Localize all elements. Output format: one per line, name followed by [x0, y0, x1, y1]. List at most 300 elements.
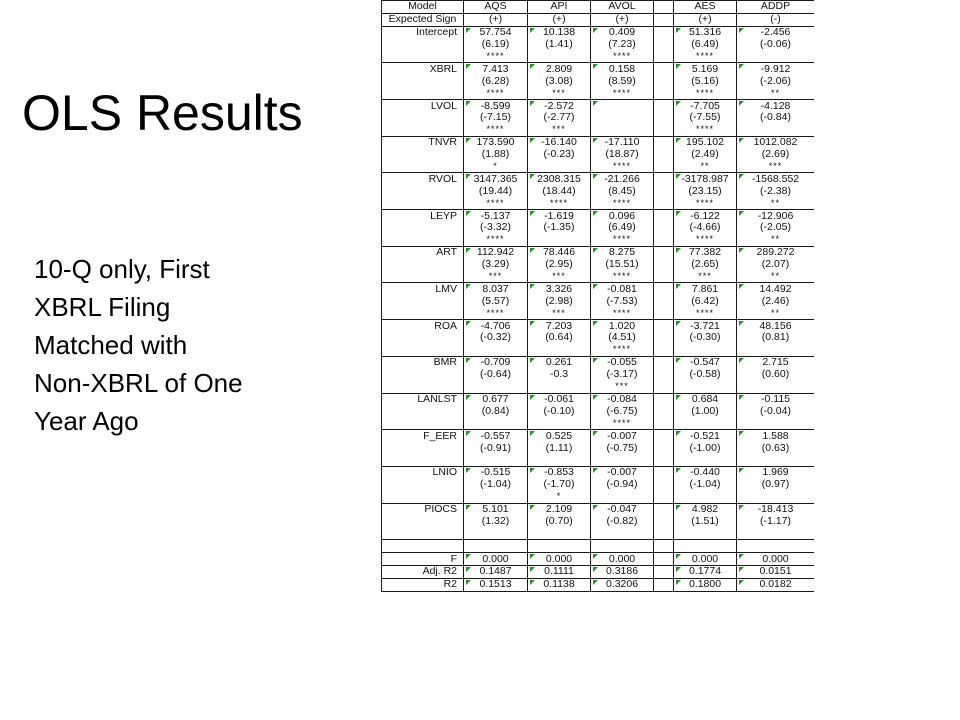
row-label: LVOL — [382, 100, 464, 112]
tstat-cell: (-1.70) — [528, 479, 591, 491]
significance-row — [382, 87, 815, 99]
row-label — [382, 527, 464, 539]
coef-row — [382, 466, 815, 478]
row-label — [382, 479, 464, 491]
tstat-cell: (2.46) — [737, 295, 815, 307]
sign-cell: (+) — [528, 13, 591, 26]
coef-cell: -0.557 — [464, 430, 528, 442]
tstat-row — [382, 442, 815, 454]
gap-cell — [654, 565, 674, 578]
gap-cell — [654, 503, 674, 515]
tstat-cell: (8.59) — [591, 75, 654, 87]
significance-cell: **** — [464, 307, 528, 319]
row-label — [382, 222, 464, 234]
tstat-cell: (23.15) — [674, 185, 737, 197]
coef-cell: -0.709 — [464, 356, 528, 368]
tstat-cell: (6.42) — [674, 295, 737, 307]
coef-cell: 195.102 — [674, 136, 737, 148]
tstat-cell: (-1.35) — [528, 222, 591, 234]
significance-cell: **** — [674, 51, 737, 63]
stat-cell: 0.1800 — [674, 578, 737, 591]
sign-gap-cell — [654, 13, 674, 26]
significance-cell — [528, 344, 591, 356]
significance-cell — [528, 234, 591, 246]
gap-cell — [654, 124, 674, 136]
tstat-cell: (-1.04) — [674, 479, 737, 491]
gap-cell — [654, 405, 674, 417]
stat-row — [382, 578, 815, 591]
gap-cell — [654, 87, 674, 99]
coef-cell: -0.515 — [464, 466, 528, 478]
significance-cell: **** — [591, 234, 654, 246]
tstat-cell: (-0.64) — [464, 369, 528, 381]
gap-cell — [654, 259, 674, 271]
significance-row — [382, 197, 815, 209]
gap-cell — [654, 344, 674, 356]
gap-cell — [654, 454, 674, 466]
tstat-row — [382, 75, 815, 87]
tstat-cell: (6.28) — [464, 75, 528, 87]
coef-cell: -0.081 — [591, 283, 654, 295]
significance-row — [382, 527, 815, 539]
row-label — [382, 295, 464, 307]
significance-row — [382, 234, 815, 246]
stat-cell: 0.1513 — [464, 578, 528, 591]
coef-cell: -17.110 — [591, 136, 654, 148]
gap-cell — [654, 515, 674, 527]
row-label — [382, 39, 464, 51]
tstat-cell: (19.44) — [464, 185, 528, 197]
tstat-cell: (-0.75) — [591, 442, 654, 454]
significance-cell — [591, 527, 654, 539]
coef-cell: -0.853 — [528, 466, 591, 478]
tstat-cell: (-0.04) — [737, 405, 815, 417]
coef-cell: -0.084 — [591, 393, 654, 405]
significance-cell: **** — [464, 124, 528, 136]
coef-cell: 2.715 — [737, 356, 815, 368]
row-label — [382, 417, 464, 429]
tstat-cell: (0.64) — [528, 332, 591, 344]
tstat-cell: (-2.06) — [737, 75, 815, 87]
tstat-cell: (0.60) — [737, 369, 815, 381]
sign-cell: Expected Sign — [382, 13, 464, 26]
stat-cell: 0.1111 — [528, 565, 591, 578]
coef-cell: 1.588 — [737, 430, 815, 442]
significance-row — [382, 381, 815, 393]
subtitle-line: XBRL Filing — [34, 292, 171, 322]
coef-cell: 57.754 — [464, 26, 528, 38]
significance-cell: **** — [464, 234, 528, 246]
gap-cell — [654, 381, 674, 393]
row-label: Adj. R2 — [382, 565, 464, 578]
sign-cell: (+) — [464, 13, 528, 26]
significance-cell: **** — [528, 197, 591, 209]
significance-row — [382, 161, 815, 173]
significance-cell: **** — [591, 197, 654, 209]
sign-cell: (+) — [674, 13, 737, 26]
row-label — [382, 405, 464, 417]
tstat-cell: (15.51) — [591, 259, 654, 271]
significance-cell — [737, 454, 815, 466]
gap-cell — [654, 295, 674, 307]
significance-cell — [674, 381, 737, 393]
coef-cell: 48.156 — [737, 320, 815, 332]
subtitle-line: Non-XBRL of One — [34, 368, 243, 398]
significance-cell: **** — [464, 197, 528, 209]
significance-cell: *** — [464, 271, 528, 283]
row-label — [382, 307, 464, 319]
tstat-cell: (2.65) — [674, 259, 737, 271]
significance-cell: *** — [528, 124, 591, 136]
significance-cell: **** — [591, 307, 654, 319]
row-label — [382, 442, 464, 454]
coef-cell: 7.413 — [464, 63, 528, 75]
gap-cell — [654, 136, 674, 148]
tstat-cell: (-7.55) — [674, 112, 737, 124]
significance-cell — [528, 381, 591, 393]
coef-cell: 14.492 — [737, 283, 815, 295]
tstat-cell: (2.69) — [737, 149, 815, 161]
significance-cell: **** — [674, 307, 737, 319]
coef-cell: -18.413 — [737, 503, 815, 515]
tstat-cell: (1.32) — [464, 515, 528, 527]
stat-cell: 0.3206 — [591, 578, 654, 591]
header-gap-cell — [654, 1, 674, 14]
coef-row — [382, 430, 815, 442]
subtitle-line: 10-Q only, First — [34, 254, 210, 284]
tstat-cell: (6.49) — [591, 222, 654, 234]
significance-cell: ** — [737, 87, 815, 99]
coef-row — [382, 283, 815, 295]
gap-cell — [654, 234, 674, 246]
expected-sign-row — [382, 13, 815, 26]
significance-cell: **** — [674, 234, 737, 246]
ols-results-table — [381, 0, 814, 592]
tstat-cell: (-0.91) — [464, 442, 528, 454]
row-label — [382, 515, 464, 527]
coef-cell: -3178.987 — [674, 173, 737, 185]
coef-cell: -0.547 — [674, 356, 737, 368]
coef-cell: 10.138 — [528, 26, 591, 38]
header-cell: API — [528, 1, 591, 14]
significance-cell — [737, 491, 815, 503]
tstat-cell: (-0.30) — [674, 332, 737, 344]
tstat-cell: (0.97) — [737, 479, 815, 491]
tstat-cell: (6.49) — [674, 39, 737, 51]
coef-row — [382, 393, 815, 405]
stat-cell: 0.1487 — [464, 565, 528, 578]
header-cell: Model — [382, 1, 464, 14]
significance-cell: **** — [464, 87, 528, 99]
coef-cell: 1012.082 — [737, 136, 815, 148]
tstat-cell: (6.19) — [464, 39, 528, 51]
significance-cell — [528, 454, 591, 466]
tstat-cell: (-0.10) — [528, 405, 591, 417]
row-label: TNVR — [382, 136, 464, 148]
tstat-cell: (2.98) — [528, 295, 591, 307]
significance-cell: * — [464, 161, 528, 173]
gap-cell — [654, 283, 674, 295]
coef-cell: -2.456 — [737, 26, 815, 38]
significance-cell: **** — [674, 87, 737, 99]
significance-cell — [737, 527, 815, 539]
coef-cell: 173.590 — [464, 136, 528, 148]
gap-cell — [654, 112, 674, 124]
coef-row — [382, 503, 815, 515]
gap-cell — [654, 100, 674, 112]
gap-cell — [654, 271, 674, 283]
significance-cell — [528, 527, 591, 539]
significance-cell: *** — [528, 87, 591, 99]
tstat-cell: (-0.82) — [591, 515, 654, 527]
row-label — [382, 381, 464, 393]
coef-cell: -6.122 — [674, 210, 737, 222]
tstat-cell: (-0.84) — [737, 112, 815, 124]
coef-cell: -2.572 — [528, 100, 591, 112]
gap-cell — [654, 393, 674, 405]
significance-cell: ** — [674, 161, 737, 173]
coef-cell: -0.055 — [591, 356, 654, 368]
row-label: ART — [382, 246, 464, 258]
tstat-cell: (3.08) — [528, 75, 591, 87]
coef-cell: -8.599 — [464, 100, 528, 112]
significance-cell — [464, 381, 528, 393]
tstat-cell — [591, 112, 654, 124]
row-label — [382, 454, 464, 466]
significance-row — [382, 124, 815, 136]
row-label: R2 — [382, 578, 464, 591]
significance-cell: *** — [737, 161, 815, 173]
gap-cell — [654, 332, 674, 344]
tstat-cell: (-2.38) — [737, 185, 815, 197]
gap-cell — [654, 479, 674, 491]
row-label — [382, 332, 464, 344]
gap-cell — [654, 222, 674, 234]
tstat-row — [382, 149, 815, 161]
row-label: F_EER — [382, 430, 464, 442]
row-label: LANLST — [382, 393, 464, 405]
significance-cell: * — [528, 491, 591, 503]
significance-cell — [737, 417, 815, 429]
coef-row — [382, 320, 815, 332]
coef-cell: 7.861 — [674, 283, 737, 295]
sign-cell: (+) — [591, 13, 654, 26]
significance-row — [382, 51, 815, 63]
coef-cell: -0.115 — [737, 393, 815, 405]
row-label — [382, 161, 464, 173]
significance-cell: **** — [591, 344, 654, 356]
ols-results-table-container — [381, 0, 814, 720]
tstat-cell: (-0.23) — [528, 149, 591, 161]
coef-cell: 2308.315 — [528, 173, 591, 185]
stat-row — [382, 553, 815, 566]
coef-row — [382, 26, 815, 38]
tstat-cell: -0.3 — [528, 369, 591, 381]
row-label — [382, 51, 464, 63]
tstat-cell: (-3.17) — [591, 369, 654, 381]
tstat-cell: (3.29) — [464, 259, 528, 271]
row-label — [382, 271, 464, 283]
row-label — [382, 87, 464, 99]
significance-cell — [528, 51, 591, 63]
stat-cell: 0.1138 — [528, 578, 591, 591]
gap-cell — [654, 491, 674, 503]
coef-cell: -0.521 — [674, 430, 737, 442]
significance-cell — [674, 527, 737, 539]
stat-cell: 0.000 — [528, 553, 591, 566]
header-cell: AQS — [464, 1, 528, 14]
significance-cell: *** — [528, 271, 591, 283]
tstat-cell: (2.95) — [528, 259, 591, 271]
coef-cell: 78.446 — [528, 246, 591, 258]
tstat-cell: (-2.77) — [528, 112, 591, 124]
tstat-cell: (-6.75) — [591, 405, 654, 417]
coef-cell: 0.096 — [591, 210, 654, 222]
significance-cell — [528, 161, 591, 173]
tstat-cell: (-0.06) — [737, 39, 815, 51]
coef-cell: 0.684 — [674, 393, 737, 405]
coef-cell: -4.128 — [737, 100, 815, 112]
row-label — [382, 344, 464, 356]
row-label: BMR — [382, 356, 464, 368]
spacer-row — [382, 540, 815, 553]
significance-cell: **** — [591, 87, 654, 99]
coef-cell: -0.440 — [674, 466, 737, 478]
significance-cell — [464, 344, 528, 356]
tstat-cell: (2.07) — [737, 259, 815, 271]
significance-cell: **** — [591, 417, 654, 429]
row-label: Intercept — [382, 26, 464, 38]
coef-cell: -0.047 — [591, 503, 654, 515]
gap-cell — [654, 527, 674, 539]
tstat-cell: (-0.94) — [591, 479, 654, 491]
significance-cell — [464, 491, 528, 503]
header-cell: AES — [674, 1, 737, 14]
tstat-cell: (-1.00) — [674, 442, 737, 454]
tstat-row — [382, 405, 815, 417]
spacer-cell — [464, 540, 528, 553]
gap-cell — [654, 63, 674, 75]
spacer-cell — [591, 540, 654, 553]
tstat-cell: (-0.58) — [674, 369, 737, 381]
tstat-cell: (1.00) — [674, 405, 737, 417]
row-label — [382, 112, 464, 124]
gap-cell — [654, 75, 674, 87]
tstat-cell: (1.51) — [674, 515, 737, 527]
coef-cell: 0.409 — [591, 26, 654, 38]
tstat-cell: (-0.32) — [464, 332, 528, 344]
coef-cell: 77.382 — [674, 246, 737, 258]
gap-cell — [654, 430, 674, 442]
row-label: LEYP — [382, 210, 464, 222]
coef-row — [382, 100, 815, 112]
row-label — [382, 234, 464, 246]
row-label — [382, 185, 464, 197]
header-cell: AVOL — [591, 1, 654, 14]
coef-cell: -16.140 — [528, 136, 591, 148]
coef-cell — [591, 100, 654, 112]
coef-row — [382, 136, 815, 148]
gap-cell — [654, 442, 674, 454]
tstat-cell: (2.49) — [674, 149, 737, 161]
row-label: F — [382, 553, 464, 566]
coef-row — [382, 246, 815, 258]
gap-cell — [654, 466, 674, 478]
significance-cell — [464, 454, 528, 466]
tstat-cell: (5.57) — [464, 295, 528, 307]
coef-cell: -9.912 — [737, 63, 815, 75]
tstat-cell: (18.44) — [528, 185, 591, 197]
header-row — [382, 1, 815, 14]
row-label — [382, 369, 464, 381]
significance-row — [382, 344, 815, 356]
gap-cell — [654, 356, 674, 368]
tstat-row — [382, 332, 815, 344]
row-label: RVOL — [382, 173, 464, 185]
stat-cell: 0.1774 — [674, 565, 737, 578]
significance-cell — [591, 454, 654, 466]
stat-cell: 0.000 — [737, 553, 815, 566]
row-label — [382, 149, 464, 161]
coef-cell: 5.101 — [464, 503, 528, 515]
gap-cell — [654, 578, 674, 591]
coef-cell: -4.706 — [464, 320, 528, 332]
coef-cell: -3.721 — [674, 320, 737, 332]
slide-title: OLS Results — [22, 85, 303, 141]
coef-cell: -1568.552 — [737, 173, 815, 185]
tstat-row — [382, 515, 815, 527]
coef-cell: 3.326 — [528, 283, 591, 295]
tstat-row — [382, 185, 815, 197]
coef-cell: 5.169 — [674, 63, 737, 75]
coef-cell: 2.109 — [528, 503, 591, 515]
coef-cell: 1.020 — [591, 320, 654, 332]
gap-cell — [654, 246, 674, 258]
coef-cell: 7.203 — [528, 320, 591, 332]
tstat-cell: (0.63) — [737, 442, 815, 454]
significance-cell — [737, 124, 815, 136]
spacer-cell — [674, 540, 737, 553]
coef-cell: 51.316 — [674, 26, 737, 38]
gap-cell — [654, 210, 674, 222]
significance-cell: **** — [674, 197, 737, 209]
tstat-row — [382, 479, 815, 491]
coef-cell: 2.809 — [528, 63, 591, 75]
significance-cell — [737, 51, 815, 63]
gap-cell — [654, 26, 674, 38]
tstat-cell: (-7.15) — [464, 112, 528, 124]
row-label: ROA — [382, 320, 464, 332]
gap-cell — [654, 197, 674, 209]
significance-cell — [464, 527, 528, 539]
spacer-cell — [654, 540, 674, 553]
significance-cell — [674, 417, 737, 429]
coef-cell: 0.525 — [528, 430, 591, 442]
coef-cell: 0.261 — [528, 356, 591, 368]
tstat-cell: (-7.53) — [591, 295, 654, 307]
coef-cell: 112.942 — [464, 246, 528, 258]
significance-cell: *** — [591, 381, 654, 393]
coef-cell: -5.137 — [464, 210, 528, 222]
stat-cell: 0.3186 — [591, 565, 654, 578]
gap-cell — [654, 553, 674, 566]
significance-cell — [464, 417, 528, 429]
coef-cell: 289.272 — [737, 246, 815, 258]
stat-cell: 0.0151 — [737, 565, 815, 578]
significance-cell — [674, 454, 737, 466]
tstat-cell: (0.70) — [528, 515, 591, 527]
row-label — [382, 75, 464, 87]
